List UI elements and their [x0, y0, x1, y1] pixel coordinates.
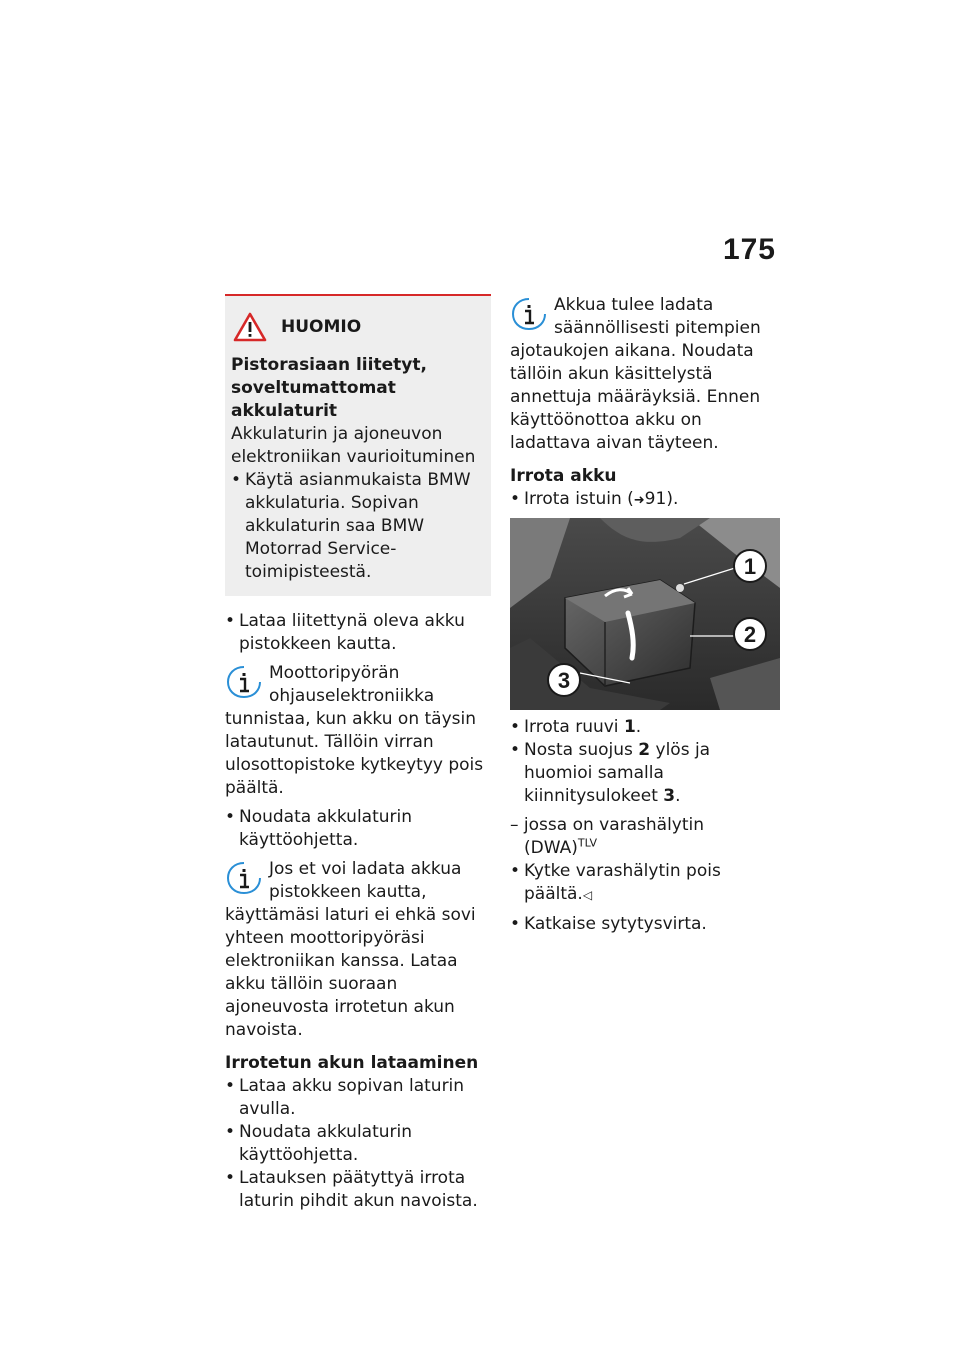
svg-text:3: 3 — [557, 668, 571, 693]
page-reference-link[interactable]: 91 — [644, 489, 667, 509]
list-item: • Katkaise sytytysvirta. — [510, 913, 776, 936]
list-item: • Kytke varashälytin pois päältä.◁ — [510, 860, 776, 907]
warning-title: HUOMIO — [281, 316, 362, 337]
warning-description: Akkulaturin ja ajoneuvon elektroniikan vaurioituminen — [231, 424, 476, 467]
warning-subtitle: Pistorasiaan liitetyt, soveltumattomat akkulaturit — [231, 355, 427, 421]
list-item: • Noudata akkulaturin käyttöohjetta. — [225, 1121, 491, 1167]
end-mark-icon: ◁ — [582, 888, 593, 902]
warning-box — [225, 294, 491, 596]
info-note: Akkua tulee ladata säännöllisesti pitempien ajotaukojen aikana. Noudata tällöin akun käsittelystä annettuja määräyksiä. Ennen käyttöönottoa akku on ladattava aivan täyteen. — [510, 295, 761, 453]
warning-triangle-icon — [233, 312, 267, 342]
list-item: • Nosta suojus 2 ylös ja huomioi samalla kiinnitysulokeet 3. — [510, 739, 776, 808]
warning-bullet: • Käytä asianmukaista BMW akkulaturia. Sopivan akkulaturin saa BMW Motorrad Service-toimipisteestä. — [231, 469, 485, 584]
svg-text:2: 2 — [743, 622, 757, 647]
figure-callout — [734, 550, 766, 582]
left-column — [225, 294, 491, 1213]
svg-text:1: 1 — [743, 554, 757, 579]
info-note: Moottoripyörän ohjauselektroniikka tunnistaa, kun akku on täysin latautunut. Tällöin virran ulosottopistoke kytkeytyy pois päältä. — [225, 663, 484, 798]
list-item: • Noudata akkulaturin käyttöohjetta. — [225, 806, 491, 852]
section-heading: Irrotetun akun lataaminen — [225, 1053, 479, 1073]
page-number: 175 — [722, 233, 776, 266]
right-column — [510, 294, 776, 936]
info-note: Jos et voi ladata akkua pistokkeen kautta, käyttämäsi laturi ei ehkä sovi yhteen moottoripyöräsi elektroniikan kanssa. Lataa akku tällöin suoraan ajoneuvosta irrotetun akun navoista. — [225, 859, 476, 1040]
battery-figure — [510, 518, 780, 710]
section-heading: Irrota akku — [510, 466, 617, 486]
figure-callout — [734, 618, 766, 650]
list-item: • Irrota ruuvi 1. — [510, 716, 776, 739]
info-icon — [225, 664, 263, 700]
list-item: • Irrota istuin (➜91). — [510, 488, 776, 512]
arrow-right-icon: ➜ — [633, 493, 645, 508]
list-item: • Lataa akku sopivan laturin avulla. — [225, 1075, 491, 1121]
info-icon — [510, 296, 548, 332]
warning-header — [233, 312, 485, 342]
condition-item: – jossa on varashälytin (DWA)$^{TLV}$ — [510, 815, 705, 858]
list-item: • Lataa liitettynä oleva akku pistokkeen kautta. — [225, 610, 491, 656]
list-item: • Latauksen päätyttyä irrota laturin pihdit akun navoista. — [225, 1167, 491, 1213]
figure-callout — [548, 664, 580, 696]
info-icon — [225, 860, 263, 896]
